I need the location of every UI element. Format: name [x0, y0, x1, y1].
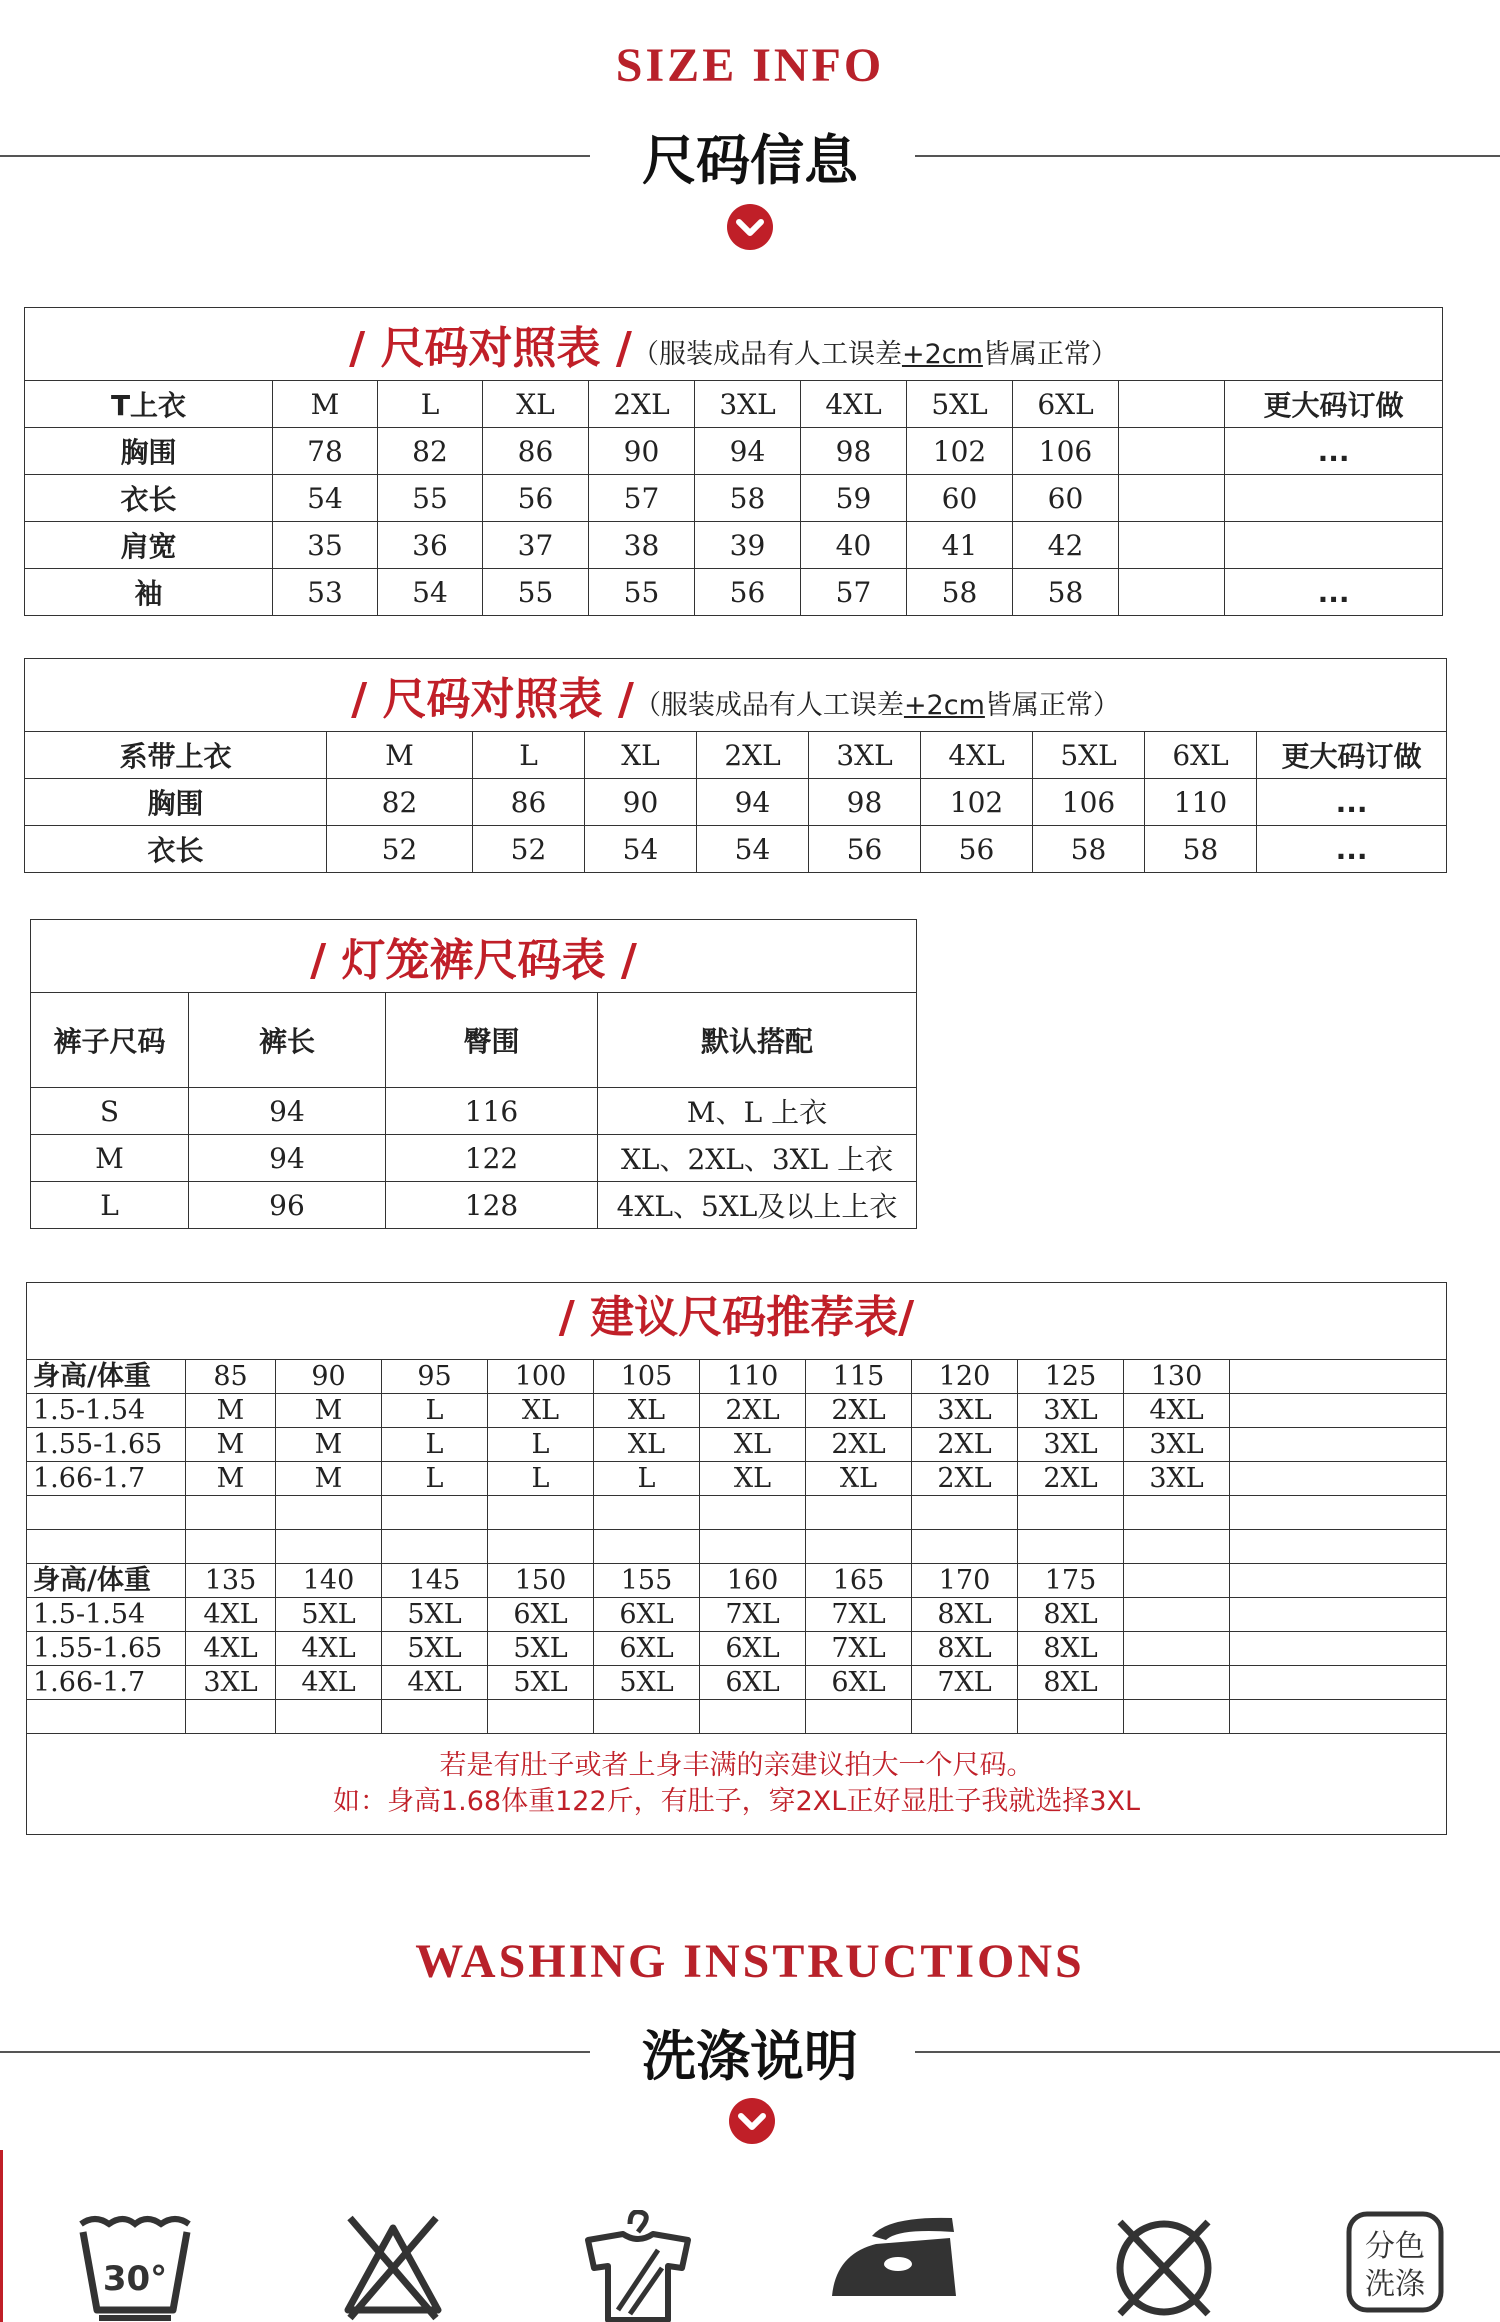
header-cell: 175: [1018, 1564, 1124, 1598]
recommend-header-row: [27, 1564, 1447, 1598]
cell: 52: [327, 826, 473, 873]
cell: L: [594, 1462, 700, 1496]
tshirt-table-title: / 尺码对照表 /: [349, 323, 632, 374]
cell: 8XL: [1018, 1632, 1124, 1666]
cell: 6XL: [700, 1666, 806, 1700]
cell: [1119, 569, 1225, 616]
cell: 4XL: [276, 1666, 382, 1700]
header-cell: M: [327, 732, 473, 779]
cell: 6XL: [700, 1632, 806, 1666]
cell: M: [276, 1428, 382, 1462]
header-cell: 120: [912, 1360, 1018, 1394]
row-label: 1.55-1.65: [27, 1428, 186, 1462]
cell: 98: [801, 428, 907, 475]
cell: XL: [488, 1394, 594, 1428]
row-label: 1.66-1.7: [27, 1666, 186, 1700]
cell: 58: [907, 569, 1013, 616]
cell: M、L 上衣: [598, 1088, 917, 1135]
cell: 106: [1033, 779, 1145, 826]
recommend-tip-line1: 若是有肚子或者上身丰满的亲建议拍大一个尺码。: [439, 1750, 1034, 1781]
pants-table-title-cell: [31, 920, 917, 993]
cell: 55: [378, 475, 483, 522]
header-cell: 5XL: [907, 381, 1013, 428]
cell: 8XL: [912, 1632, 1018, 1666]
recommend-title-cell: [27, 1283, 1447, 1360]
no-tumble-dry-icon: [1108, 2210, 1220, 2322]
cell: 2XL: [912, 1462, 1018, 1496]
cell: 2XL: [806, 1394, 912, 1428]
strap-header-row: [25, 732, 1447, 779]
row-label: 衣长: [25, 475, 273, 522]
cell: 5XL: [382, 1598, 488, 1632]
tshirt-size-table: [24, 307, 1443, 616]
table-row: [31, 1182, 917, 1229]
cell: 38: [589, 522, 695, 569]
cell: 5XL: [488, 1666, 594, 1700]
cell: 106: [1013, 428, 1119, 475]
table-row: [27, 1428, 1447, 1462]
cell: 82: [378, 428, 483, 475]
header-cell: 125: [1018, 1360, 1124, 1394]
cell: M: [31, 1135, 189, 1182]
cell: 54: [273, 475, 378, 522]
strap-table-title: / 尺码对照表 /: [351, 674, 634, 725]
cell: 60: [907, 475, 1013, 522]
cell: 110: [1145, 779, 1257, 826]
cell: 102: [907, 428, 1013, 475]
cell: XL、2XL、3XL 上衣: [598, 1135, 917, 1182]
strap-table-note: （服装成品有人工误差+2cm皆属正常）: [633, 690, 1120, 721]
cell: 78: [273, 428, 378, 475]
cell: 2XL: [1018, 1462, 1124, 1496]
cell: 94: [697, 779, 809, 826]
cell: 57: [589, 475, 695, 522]
header-cell: 165: [806, 1564, 912, 1598]
cell: M: [186, 1428, 276, 1462]
cell: 90: [589, 428, 695, 475]
cell: 3XL: [1124, 1462, 1230, 1496]
table-row: [27, 1632, 1447, 1666]
cell: 42: [1013, 522, 1119, 569]
header-cell: 135: [186, 1564, 276, 1598]
cell: 4XL: [1124, 1394, 1230, 1428]
row-label: 肩宽: [25, 522, 273, 569]
cell: 5XL: [382, 1632, 488, 1666]
header-cell: 6XL: [1145, 732, 1257, 779]
empty-row: [27, 1700, 1447, 1734]
header-cell: 裤长: [189, 993, 386, 1088]
row-label: 胸围: [25, 779, 327, 826]
header-cell: 150: [488, 1564, 594, 1598]
table-row: [27, 1394, 1447, 1428]
header-cell: 155: [594, 1564, 700, 1598]
header-cell: 身高/体重: [27, 1564, 186, 1598]
cell: M: [276, 1394, 382, 1428]
cell: 5XL: [488, 1632, 594, 1666]
cell: 56: [809, 826, 921, 873]
header-cell: [1124, 1564, 1230, 1598]
cell: L: [31, 1182, 189, 1229]
cell: 82: [327, 779, 473, 826]
row-label: 1.55-1.65: [27, 1632, 186, 1666]
row-label: 1.66-1.7: [27, 1462, 186, 1496]
cell: 2XL: [806, 1428, 912, 1462]
empty-row: [27, 1530, 1447, 1564]
cell: 40: [801, 522, 907, 569]
cell: 52: [473, 826, 585, 873]
cell: L: [488, 1462, 594, 1496]
cell: 8XL: [912, 1598, 1018, 1632]
cell: [1225, 522, 1443, 569]
recommend-size-table: [26, 1282, 1447, 1835]
header-cell: 160: [700, 1564, 806, 1598]
cell: M: [186, 1462, 276, 1496]
recommend-header-row: [27, 1360, 1447, 1394]
chevron-down-icon: [726, 203, 774, 251]
header-cell: M: [273, 381, 378, 428]
cell: S: [31, 1088, 189, 1135]
empty-row: [27, 1496, 1447, 1530]
recommend-tip-cell: [27, 1734, 1447, 1835]
header-cell: T上衣: [25, 381, 273, 428]
cell: ...: [1225, 428, 1443, 475]
cell: 37: [483, 522, 589, 569]
cell: 54: [585, 826, 697, 873]
cell: 3XL: [912, 1394, 1018, 1428]
cell: 86: [483, 428, 589, 475]
cell: 128: [386, 1182, 598, 1229]
row-label: 袖: [25, 569, 273, 616]
cell: 8XL: [1018, 1666, 1124, 1700]
cell: XL: [594, 1394, 700, 1428]
cell: 6XL: [594, 1632, 700, 1666]
cell: [1119, 475, 1225, 522]
cell: 96: [189, 1182, 386, 1229]
header-cell: 110: [700, 1360, 806, 1394]
iron-icon: [828, 2210, 960, 2310]
cell: [1230, 1462, 1447, 1496]
row-label: 1.5-1.54: [27, 1598, 186, 1632]
cell: 8XL: [1018, 1598, 1124, 1632]
cell: 90: [585, 779, 697, 826]
wash-30-icon: [75, 2210, 195, 2322]
cell: 56: [921, 826, 1033, 873]
cell: 54: [697, 826, 809, 873]
header-cell: 100: [488, 1360, 594, 1394]
cell: 86: [473, 779, 585, 826]
table-row: [27, 1462, 1447, 1496]
cell: 53: [273, 569, 378, 616]
cell: 41: [907, 522, 1013, 569]
cell: 35: [273, 522, 378, 569]
cell: XL: [806, 1462, 912, 1496]
cell: 94: [695, 428, 801, 475]
cell: 3XL: [1018, 1428, 1124, 1462]
cell: 116: [386, 1088, 598, 1135]
header-cell: 115: [806, 1360, 912, 1394]
cell: [1230, 1598, 1447, 1632]
cell: 55: [589, 569, 695, 616]
table-row: [25, 779, 1447, 826]
cell: [1230, 1666, 1447, 1700]
pants-size-table: [30, 919, 917, 1229]
cell: L: [382, 1394, 488, 1428]
cell: 7XL: [700, 1598, 806, 1632]
wash-separately-icon: [1345, 2210, 1445, 2320]
svg-text:分色: 分色: [1365, 2229, 1425, 2264]
table-row: [31, 1088, 917, 1135]
cell: [1225, 475, 1443, 522]
cell: L: [488, 1428, 594, 1462]
recommend-table-title: / 建议尺码推荐表/: [558, 1292, 915, 1343]
tshirt-header-row: [25, 381, 1443, 428]
chevron-down-icon: [728, 2097, 776, 2145]
cell: 4XL: [186, 1632, 276, 1666]
cell: 94: [189, 1135, 386, 1182]
cell: 5XL: [594, 1666, 700, 1700]
cell: 122: [386, 1135, 598, 1182]
cell: 60: [1013, 475, 1119, 522]
cell: [1230, 1394, 1447, 1428]
row-label: 1.5-1.54: [27, 1394, 186, 1428]
pants-header-row: [31, 993, 917, 1088]
svg-text:洗涤: 洗涤: [1365, 2267, 1425, 2302]
header-cell: 2XL: [589, 381, 695, 428]
cell: L: [382, 1428, 488, 1462]
cell: 54: [378, 569, 483, 616]
cell: 5XL: [276, 1598, 382, 1632]
table-row: [25, 522, 1443, 569]
table-row: [25, 475, 1443, 522]
cell: 56: [695, 569, 801, 616]
header-cell: 4XL: [801, 381, 907, 428]
tshirt-table-note: （服装成品有人工误差+2cm皆属正常）: [631, 339, 1118, 370]
cell: 39: [695, 522, 801, 569]
header-cell: [1230, 1360, 1447, 1394]
header-cell: 105: [594, 1360, 700, 1394]
no-bleach-icon: [338, 2210, 448, 2322]
header-cell: 85: [186, 1360, 276, 1394]
hang-dry-icon: [578, 2210, 698, 2322]
cell: 7XL: [912, 1666, 1018, 1700]
cell: M: [186, 1394, 276, 1428]
cell: XL: [700, 1428, 806, 1462]
cell: 36: [378, 522, 483, 569]
header-cell: 3XL: [695, 381, 801, 428]
header-cell: XL: [585, 732, 697, 779]
cell: 58: [1033, 826, 1145, 873]
header-cell: 170: [912, 1564, 1018, 1598]
cell: 58: [1145, 826, 1257, 873]
cell: 4XL: [382, 1666, 488, 1700]
header-cell: 95: [382, 1360, 488, 1394]
cell: [1119, 522, 1225, 569]
header-cell: 更大码订做: [1257, 732, 1447, 779]
tshirt-table-title-cell: [25, 308, 1443, 381]
cell: 4XL: [276, 1632, 382, 1666]
cell: XL: [594, 1428, 700, 1462]
size-info-title-cn: 尺码信息: [642, 129, 858, 192]
header-cell: 默认搭配: [598, 993, 917, 1088]
header-cell: [1119, 381, 1225, 428]
cell: [1124, 1666, 1230, 1700]
cell: ...: [1225, 569, 1443, 616]
cell: 2XL: [700, 1394, 806, 1428]
cell: 6XL: [488, 1598, 594, 1632]
cell: L: [382, 1462, 488, 1496]
table-row: [31, 1135, 917, 1182]
washing-title-en: WASHING INSTRUCTIONS: [415, 1935, 1085, 1988]
cell: 7XL: [806, 1598, 912, 1632]
cell: [1230, 1428, 1447, 1462]
svg-text:30°: 30°: [102, 2259, 168, 2299]
header-cell: 145: [382, 1564, 488, 1598]
cell: 56: [483, 475, 589, 522]
header-cell: 130: [1124, 1360, 1230, 1394]
divider-right: [915, 155, 1500, 157]
header-cell: L: [378, 381, 483, 428]
cell: 3XL: [1124, 1428, 1230, 1462]
header-cell: 更大码订做: [1225, 381, 1443, 428]
header-cell: 4XL: [921, 732, 1033, 779]
cell: 102: [921, 779, 1033, 826]
cell: 4XL、5XL及以上上衣: [598, 1182, 917, 1229]
recommend-tip-line2: 如：身高1.68体重122斤，有肚子，穿2XL正好显肚子我就选择3XL: [332, 1786, 1141, 1817]
header-cell: 系带上衣: [25, 732, 327, 779]
table-row: [25, 569, 1443, 616]
cell: ...: [1257, 779, 1447, 826]
cell: [1119, 428, 1225, 475]
cell: XL: [700, 1462, 806, 1496]
washing-title-cn: 洗涤说明: [642, 2025, 858, 2088]
cell: M: [276, 1462, 382, 1496]
header-cell: XL: [483, 381, 589, 428]
cell: 3XL: [1018, 1394, 1124, 1428]
cell: 7XL: [806, 1632, 912, 1666]
cell: 94: [189, 1088, 386, 1135]
header-cell: 臀围: [386, 993, 598, 1088]
cell: 3XL: [186, 1666, 276, 1700]
table-row: [25, 428, 1443, 475]
row-label: 衣长: [25, 826, 327, 873]
cell: ...: [1257, 826, 1447, 873]
header-cell: L: [473, 732, 585, 779]
header-cell: 身高/体重: [27, 1360, 186, 1394]
cell: 58: [695, 475, 801, 522]
cell: 6XL: [594, 1598, 700, 1632]
header-cell: 5XL: [1033, 732, 1145, 779]
pants-table-title: / 灯笼裤尺码表 /: [310, 935, 637, 986]
header-cell: 2XL: [697, 732, 809, 779]
cell: 55: [483, 569, 589, 616]
cell: 98: [809, 779, 921, 826]
divider-right: [915, 2051, 1500, 2053]
cell: 4XL: [186, 1598, 276, 1632]
header-cell: 6XL: [1013, 381, 1119, 428]
table-row: [27, 1666, 1447, 1700]
strap-top-size-table: [24, 658, 1447, 873]
header-cell: 90: [276, 1360, 382, 1394]
cell: 59: [801, 475, 907, 522]
strap-table-title-cell: [25, 659, 1447, 732]
cell: 2XL: [912, 1428, 1018, 1462]
cell: 58: [1013, 569, 1119, 616]
header-cell: 裤子尺码: [31, 993, 189, 1088]
header-cell: 3XL: [809, 732, 921, 779]
cell: 6XL: [806, 1666, 912, 1700]
table-row: [25, 826, 1447, 873]
cell: 57: [801, 569, 907, 616]
header-cell: 140: [276, 1564, 382, 1598]
cell: [1124, 1632, 1230, 1666]
cell: [1124, 1598, 1230, 1632]
size-info-title-en: SIZE INFO: [615, 39, 885, 92]
header-cell: [1230, 1564, 1447, 1598]
cell: [1230, 1632, 1447, 1666]
left-edge-accent: [0, 2150, 3, 2322]
table-row: [27, 1598, 1447, 1632]
row-label: 胸围: [25, 428, 273, 475]
